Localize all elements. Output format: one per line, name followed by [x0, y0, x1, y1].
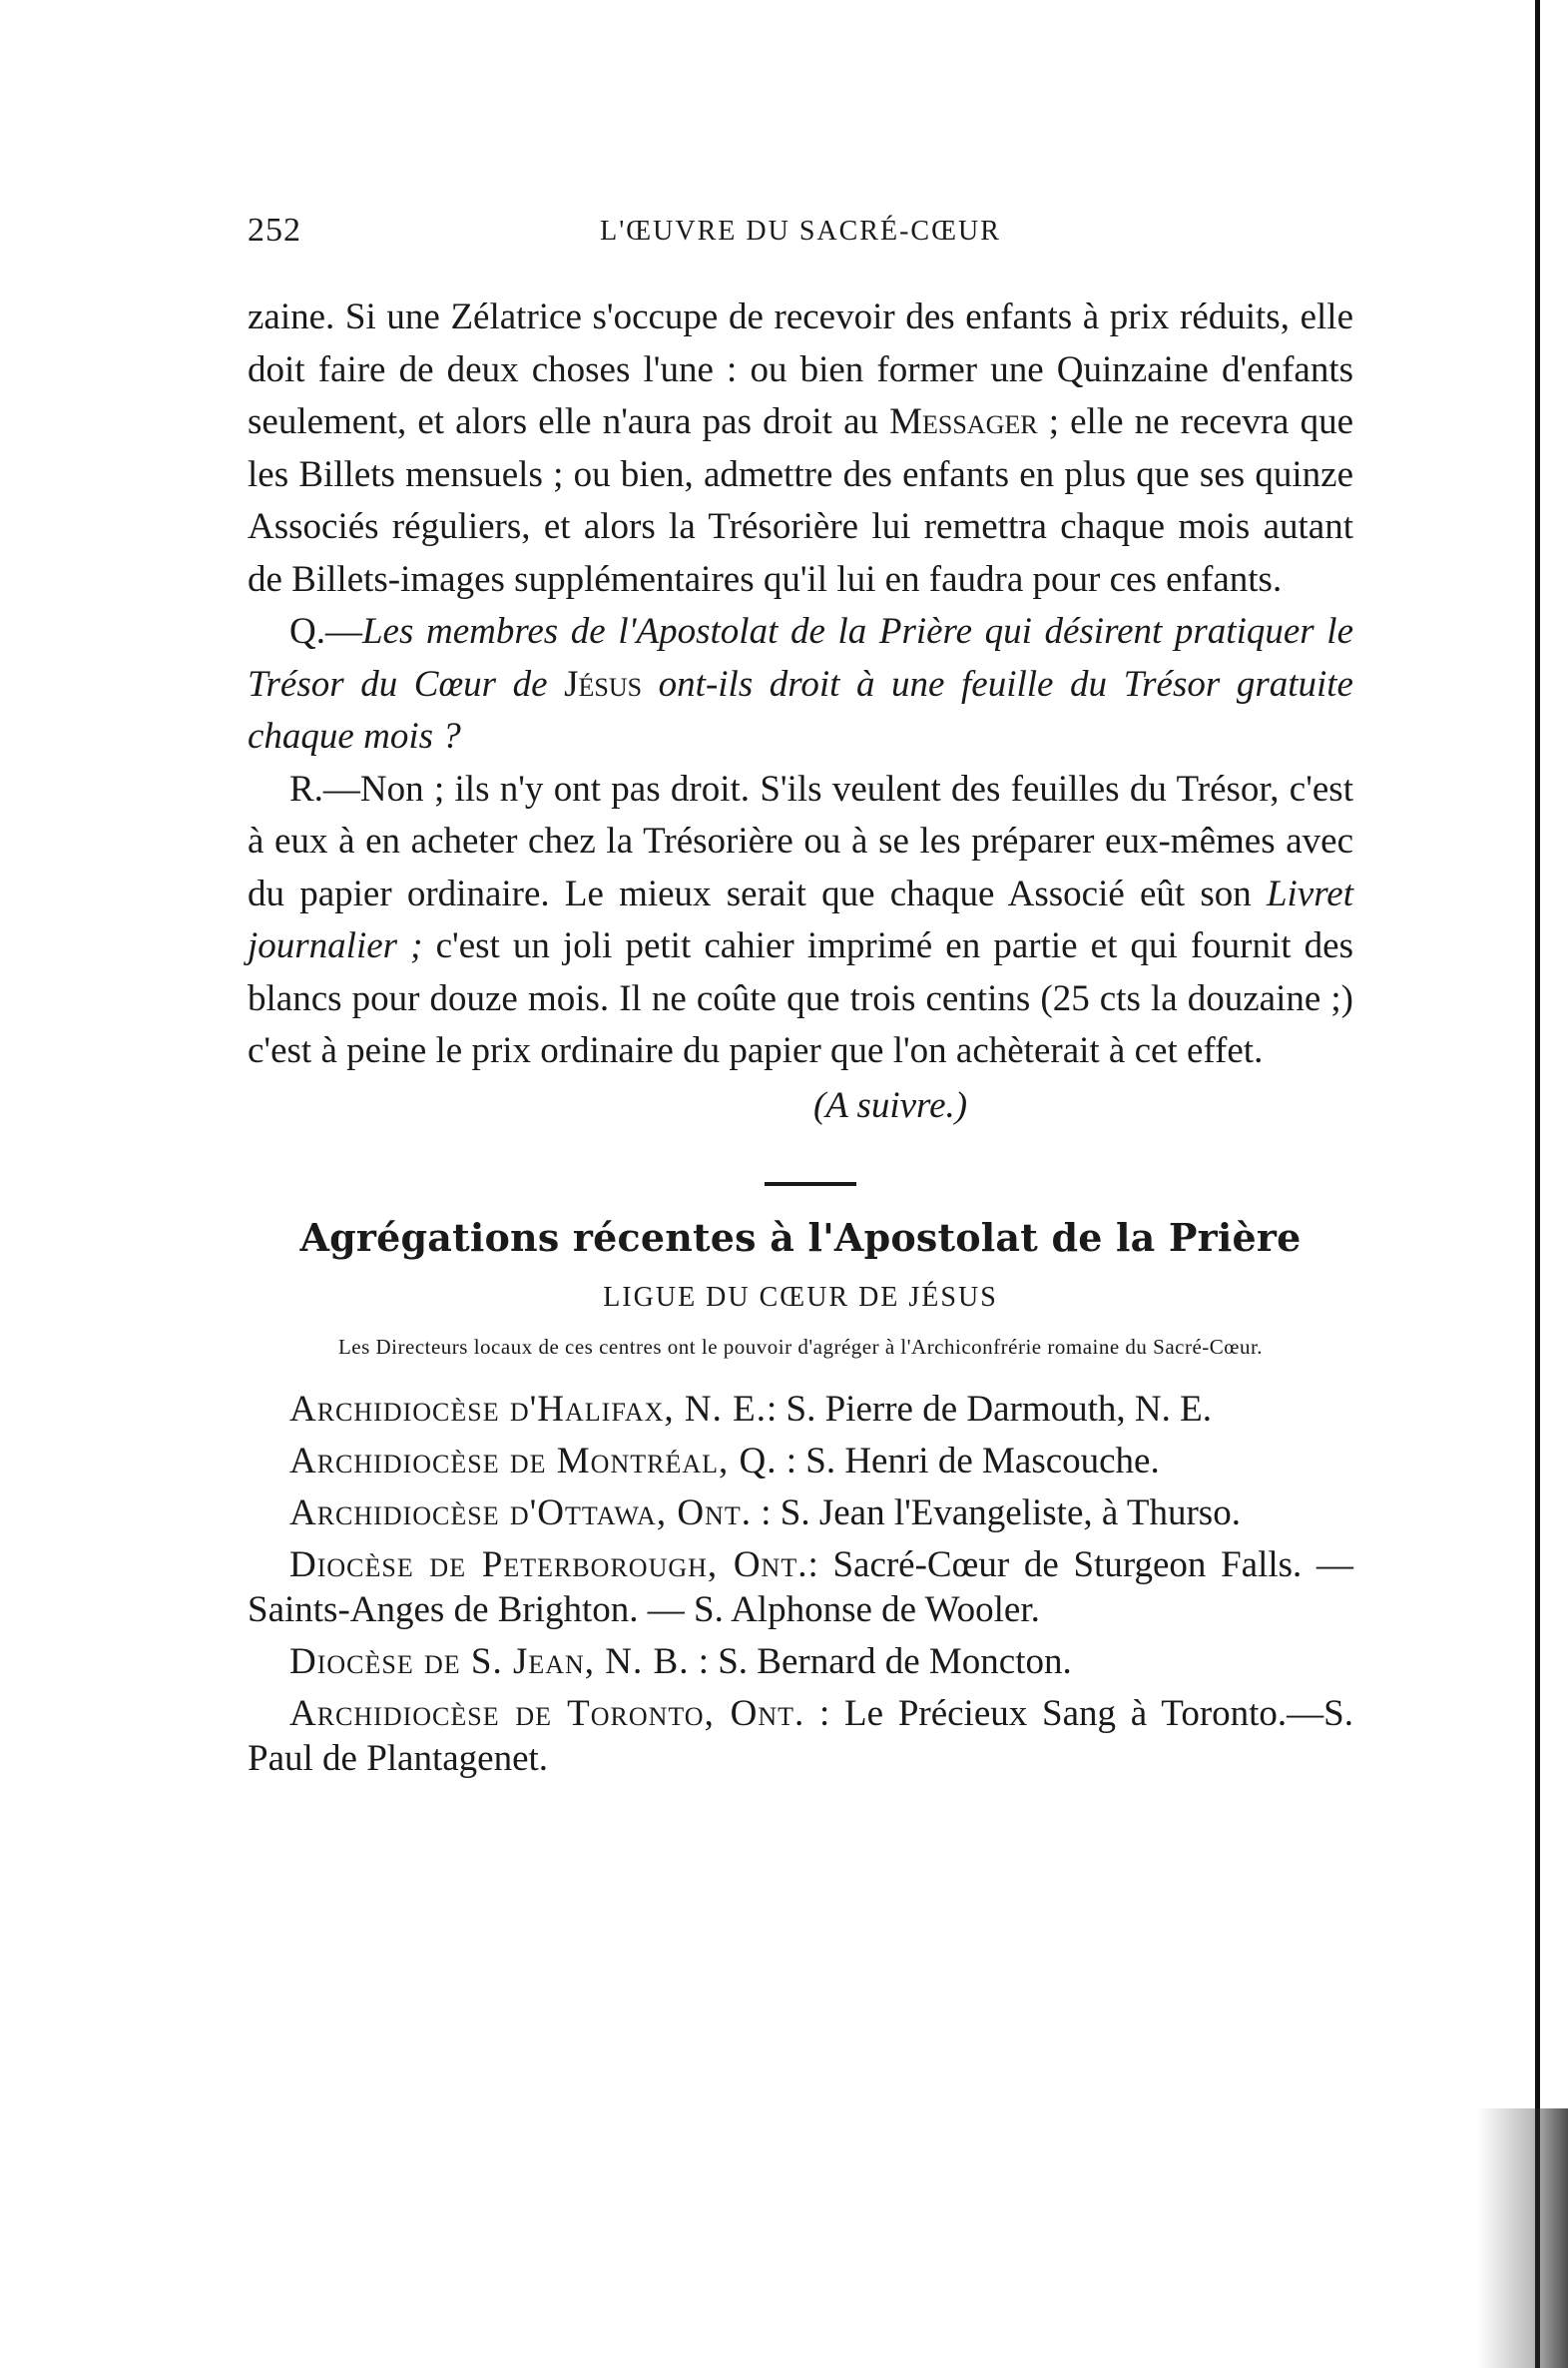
diocese-name: Archidiocèse d'Halifax, N. E. [289, 1388, 767, 1430]
aggregation-entry [248, 1439, 1353, 1483]
page-body [248, 292, 1353, 1788]
section-title: Agrégations récentes à l'Apostolat de la Prière [299, 1214, 1302, 1260]
section-divider [765, 1182, 856, 1186]
parish-names: : S. Bernard de Moncton. [689, 1640, 1072, 1682]
aggregation-entry [248, 1490, 1353, 1535]
page-number: 252 [248, 212, 301, 249]
question-prefix: Q.— [289, 611, 362, 652]
livret-title: Livret journalier ; [248, 873, 1353, 966]
question-text: ont-ils droit à une feuille du Trésor gratuite chaque mois ? [248, 663, 1353, 757]
book-spine-edge [1535, 0, 1540, 2368]
aggregation-entry [248, 1542, 1353, 1632]
parish-names: : Sacré-Cœur de Sturgeon Falls. — Saints-Anges de Brighton. — S. Alphonse de Wooler. [248, 1543, 1353, 1630]
running-title: L'ŒUVRE DU SACRÉ-CŒUR [600, 216, 1001, 247]
messager-name: Messager [889, 401, 1038, 442]
section-note: Les Directeurs locaux de ces centres ont le pouvoir d'agréger à l'Archiconfrérie romaine du Sacré-Cœur. [337, 1334, 1264, 1359]
answer-text: c'est un joli petit cahier imprimé en partie et qui fournit des blancs pour douze mois. Il ne coûte que trois centins (25 cts la douzaine ;) c'est à peine le prix ordinaire du papier que l'on achèterait à cet effet. [248, 925, 1353, 1071]
parish-names: : S. Pierre de Darmouth, N. E. [767, 1388, 1212, 1430]
answer-text: R.—Non ; ils n'y ont pas droit. S'ils veulent des feuilles du Trésor, c'est à eux à en acheter chez la Trésorière ou à se les préparer eux-mêmes avec du papier ordinaire. Le mieux serait que chaque Associé eût son [248, 768, 1353, 914]
aggregation-entry [248, 1639, 1353, 1684]
section-subtitle: LIGUE DU CŒUR DE JÉSUS [603, 1281, 998, 1313]
aggregation-entry [248, 1387, 1353, 1432]
question-text: Les membres de l'Apostolat de la Prière qui désirent pratiquer le Trésor du Cœur de [248, 611, 1353, 705]
parish-names: : S. Jean l'Evangeliste, à Thurso. [751, 1491, 1241, 1533]
diocese-name: Diocèse de Peterborough, Ont. [289, 1543, 808, 1585]
page-header [248, 212, 1353, 262]
jesus-name: Jésus [564, 663, 643, 705]
aggregation-entry [248, 1691, 1353, 1781]
paragraph-text: ; elle ne recevra que les Billets mensuels ; ou bien, admettre des enfants en plus que ses quinze Associés réguliers, et alors la Trésorière lui remettra chaque mois autant de Billets-images supplémentaires qu'il lui en faudra pour ces enfants. [248, 401, 1353, 600]
book-corner-shadow [1478, 2108, 1568, 2368]
diocese-name: Archidiocèse d'Ottawa, Ont. [289, 1491, 752, 1533]
diocese-name: Archidiocèse de Montréal, Q. [289, 1440, 778, 1481]
aggregation-list [248, 1387, 1353, 1781]
parish-names: : Le Précieux Sang à Toronto.—S. Paul de Plantagenet. [248, 1692, 1353, 1779]
question-paragraph [248, 606, 1353, 764]
diocese-name: Diocèse de S. Jean, N. B. [289, 1640, 690, 1682]
diocese-name: Archidiocèse de Toronto, Ont. [289, 1692, 805, 1734]
paragraph-continuation [248, 292, 1353, 606]
paragraph-text: zaine. Si une Zélatrice s'occupe de recevoir des enfants à prix réduits, elle doit faire de deux choses l'une : ou bien former une Quinzaine d'enfants seulement, et alors elle n'aura pas droit au [248, 296, 1353, 442]
to-be-continued: (A suivre.) [812, 1084, 968, 1126]
answer-paragraph [248, 764, 1353, 1078]
parish-names: : S. Henri de Mascouche. [777, 1440, 1160, 1481]
